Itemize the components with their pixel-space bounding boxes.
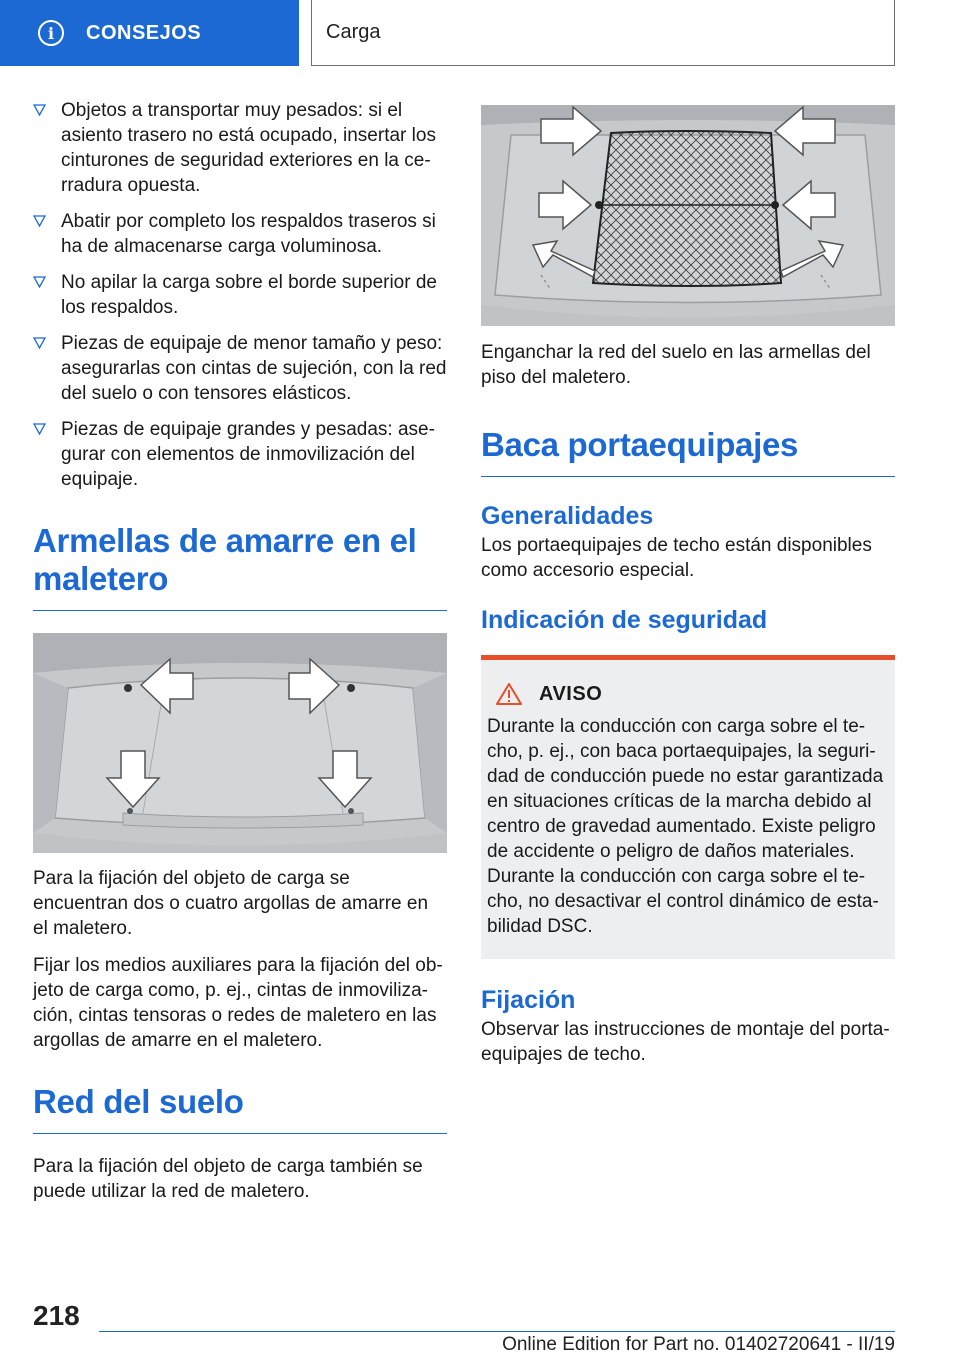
trunk-tie-down-illustration <box>33 633 447 853</box>
bullet-list <box>33 98 447 492</box>
list-item-text: Piezas de equipaje grandes y pesadas: asegurar con elementos de inmovilización del equipaje. <box>61 419 435 490</box>
paragraph: Fijar los medios auxiliares para la fijación del objeto de carga como, p. ej., cintas de inmovilización, cintas tensoras o redes de maletero en las argollas de amarre en el maletero. <box>33 955 443 1051</box>
floor-net-figure <box>481 105 895 326</box>
footer-edition: Online Edition for Part no. 01402720641 - II/19 <box>502 1334 895 1355</box>
left-column <box>33 98 447 1204</box>
section-title-baca: Baca portaequipajes <box>481 426 895 477</box>
triangle-bullet-icon <box>33 337 46 350</box>
triangle-bullet-icon <box>33 104 46 117</box>
subsection-title-generalidades: Generalidades <box>481 502 654 530</box>
list-item-text: Abatir por completo los respaldos traseros si ha de almacenarse carga voluminosa. <box>61 211 436 257</box>
warning-block <box>481 655 895 959</box>
list-item <box>33 331 447 406</box>
warning-text: Durante la conducción con carga sobre el techo, p. ej., con baca portaequipajes, la seguridad de conducción puede no estar garantizada en situaciones críticas de la marcha debido al centro de gravedad aumentado. Existe peligro de accidente o peligro de daños materiales. Durante la conducción con carga sobre el techo, no desactivar el control dinámico de estabilidad DSC. <box>487 716 884 937</box>
page-number: 218 <box>33 1300 80 1331</box>
list-item <box>33 209 447 259</box>
subsection-title-indicacion: Indicación de seguridad <box>481 606 768 634</box>
paragraph: Observar las instrucciones de montaje del portaequipajes de techo. <box>481 1019 890 1065</box>
warning-label: AVISO <box>539 682 603 705</box>
list-item-text: Objetos a transportar muy pesados: si el asiento trasero no está ocupado, insertar los cinturones de seguridad exteriores en la cerradura opuesta. <box>61 100 436 196</box>
info-icon: i <box>38 20 64 46</box>
list-item-text: Piezas de equipaje de menor tamaño y peso: asegurarlas con cintas de sujeción, con la red del suelo o con tensores elásticos. <box>61 333 447 404</box>
list-item <box>33 270 447 320</box>
chapter-title-text: Carga <box>326 21 381 43</box>
right-column <box>481 105 895 1067</box>
triangle-bullet-icon <box>33 215 46 228</box>
section-title-red-del-suelo: Red del suelo <box>33 1083 447 1134</box>
paragraph: Los portaequipajes de techo están disponibles como accesorio especial. <box>481 535 872 581</box>
footer-divider <box>99 1331 895 1332</box>
header-tab-consejos[interactable] <box>0 0 299 66</box>
floor-net-illustration <box>481 105 895 326</box>
triangle-bullet-icon <box>33 276 46 289</box>
list-item <box>33 417 447 492</box>
triangle-bullet-icon <box>33 423 46 436</box>
chapter-title <box>311 0 895 66</box>
paragraph: Para la fijación del objeto de carga también se puede utilizar la red de maletero. <box>33 1156 423 1202</box>
warning-triangle-icon <box>495 682 523 706</box>
list-item-text: No apilar la carga sobre el borde superior de los respaldos. <box>61 272 437 318</box>
section-title-armellas: Armellas de amarre en el maletero <box>33 522 447 611</box>
paragraph: Para la fijación del objeto de carga se encuentran dos o cuatro argollas de amarre en el maletero. <box>33 868 429 939</box>
header-tab-label: CONSEJOS <box>86 21 202 44</box>
subsection-title-fijacion: Fijación <box>481 986 576 1014</box>
warning-box <box>481 660 895 959</box>
trunk-tie-down-figure <box>33 633 447 853</box>
figure-caption: Enganchar la red del suelo en las armellas del piso del maletero. <box>481 342 871 388</box>
warning-header <box>487 682 887 706</box>
list-item <box>33 98 447 198</box>
